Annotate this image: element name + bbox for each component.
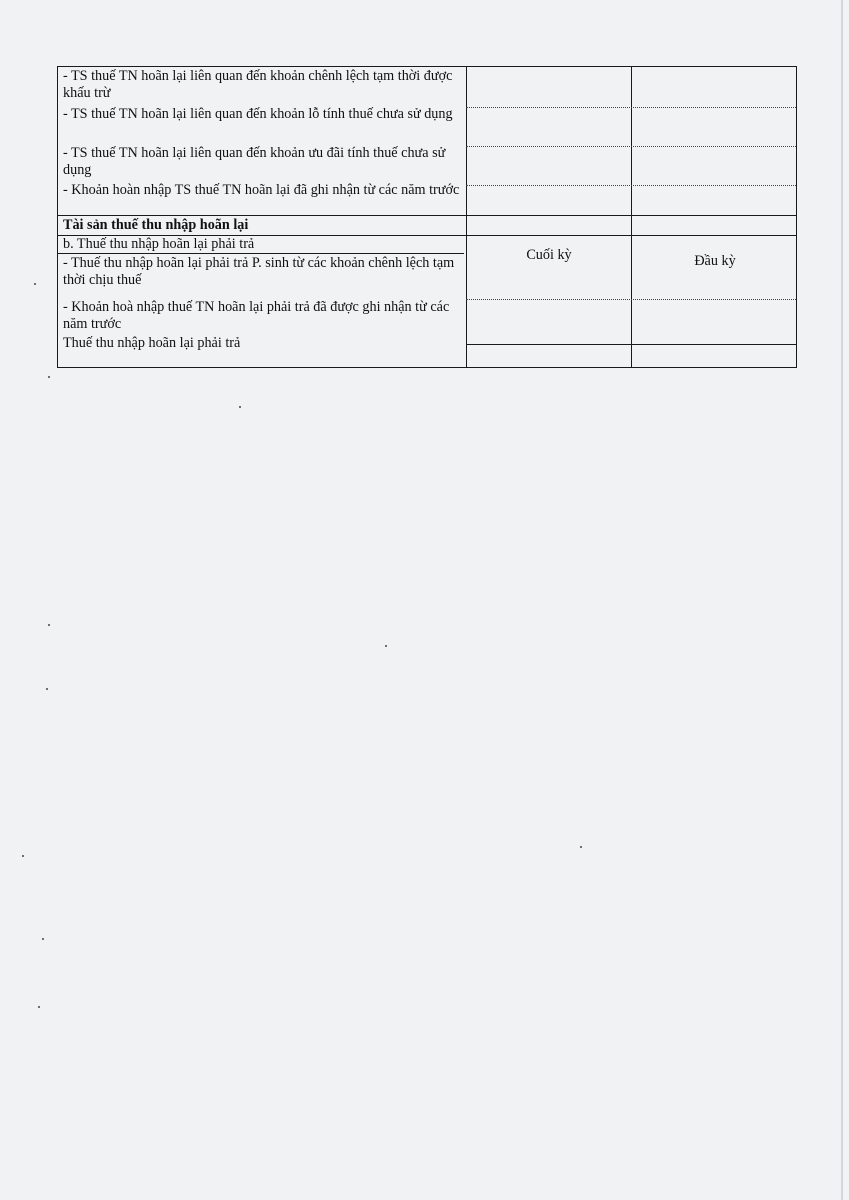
asset-row-reversal: - Khoản hoàn nhập TS thuế TN hoãn lại đã ghi nhận từ các năm trước: [63, 182, 460, 198]
column-header-begin-period: Đầu kỳ: [694, 253, 736, 269]
row-separator: [58, 215, 796, 216]
row-separator: [466, 344, 796, 345]
column-header-end-period: Cuối kỳ: [526, 247, 572, 263]
scan-speck: [22, 855, 24, 857]
deferred-tax-table: [57, 66, 797, 368]
row-separator: [466, 299, 796, 300]
scan-speck: [48, 624, 50, 626]
row-separator: [466, 146, 796, 147]
row-separator: [58, 253, 464, 254]
section-b-title: b. Thuế thu nhập hoãn lại phải trả: [63, 236, 255, 252]
asset-row-unused-tax-incentives: - TS thuế TN hoãn lại liên quan đến khoản ưu đãi tính thuế chưa sử dụng: [63, 145, 446, 178]
scan-speck: [42, 938, 44, 940]
scan-speck: [46, 688, 48, 690]
asset-row-temporary-differences: - TS thuế TN hoãn lại liên quan đến khoản chênh lệch tạm thời được khấu trừ: [63, 68, 453, 101]
column-divider: [466, 67, 467, 367]
liability-row-reversal: - Khoản hoà nhập thuế TN hoãn lại phải trả đã được ghi nhận từ các năm trước: [63, 299, 450, 332]
scan-speck: [34, 283, 36, 285]
column-divider: [631, 67, 632, 367]
asset-row-unused-tax-losses: - TS thuế TN hoãn lại liên quan đến khoản lỗ tính thuế chưa sử dụng: [63, 106, 453, 122]
scan-speck: [48, 376, 50, 378]
liability-total-label: Thuế thu nhập hoãn lại phải trả: [63, 335, 241, 351]
row-separator: [466, 107, 796, 108]
scan-speck: [38, 1006, 40, 1008]
row-separator: [466, 185, 796, 186]
asset-total-label: Tài sản thuế thu nhập hoãn lại: [63, 217, 249, 233]
scan-speck: [239, 406, 241, 408]
scan-speck: [385, 645, 387, 647]
page-edge: [841, 0, 843, 1200]
liability-row-taxable-differences: - Thuế thu nhập hoãn lại phải trả P. sinh từ các khoản chênh lệch tạm thời chịu thuế: [63, 255, 455, 288]
scan-speck: [580, 846, 582, 848]
